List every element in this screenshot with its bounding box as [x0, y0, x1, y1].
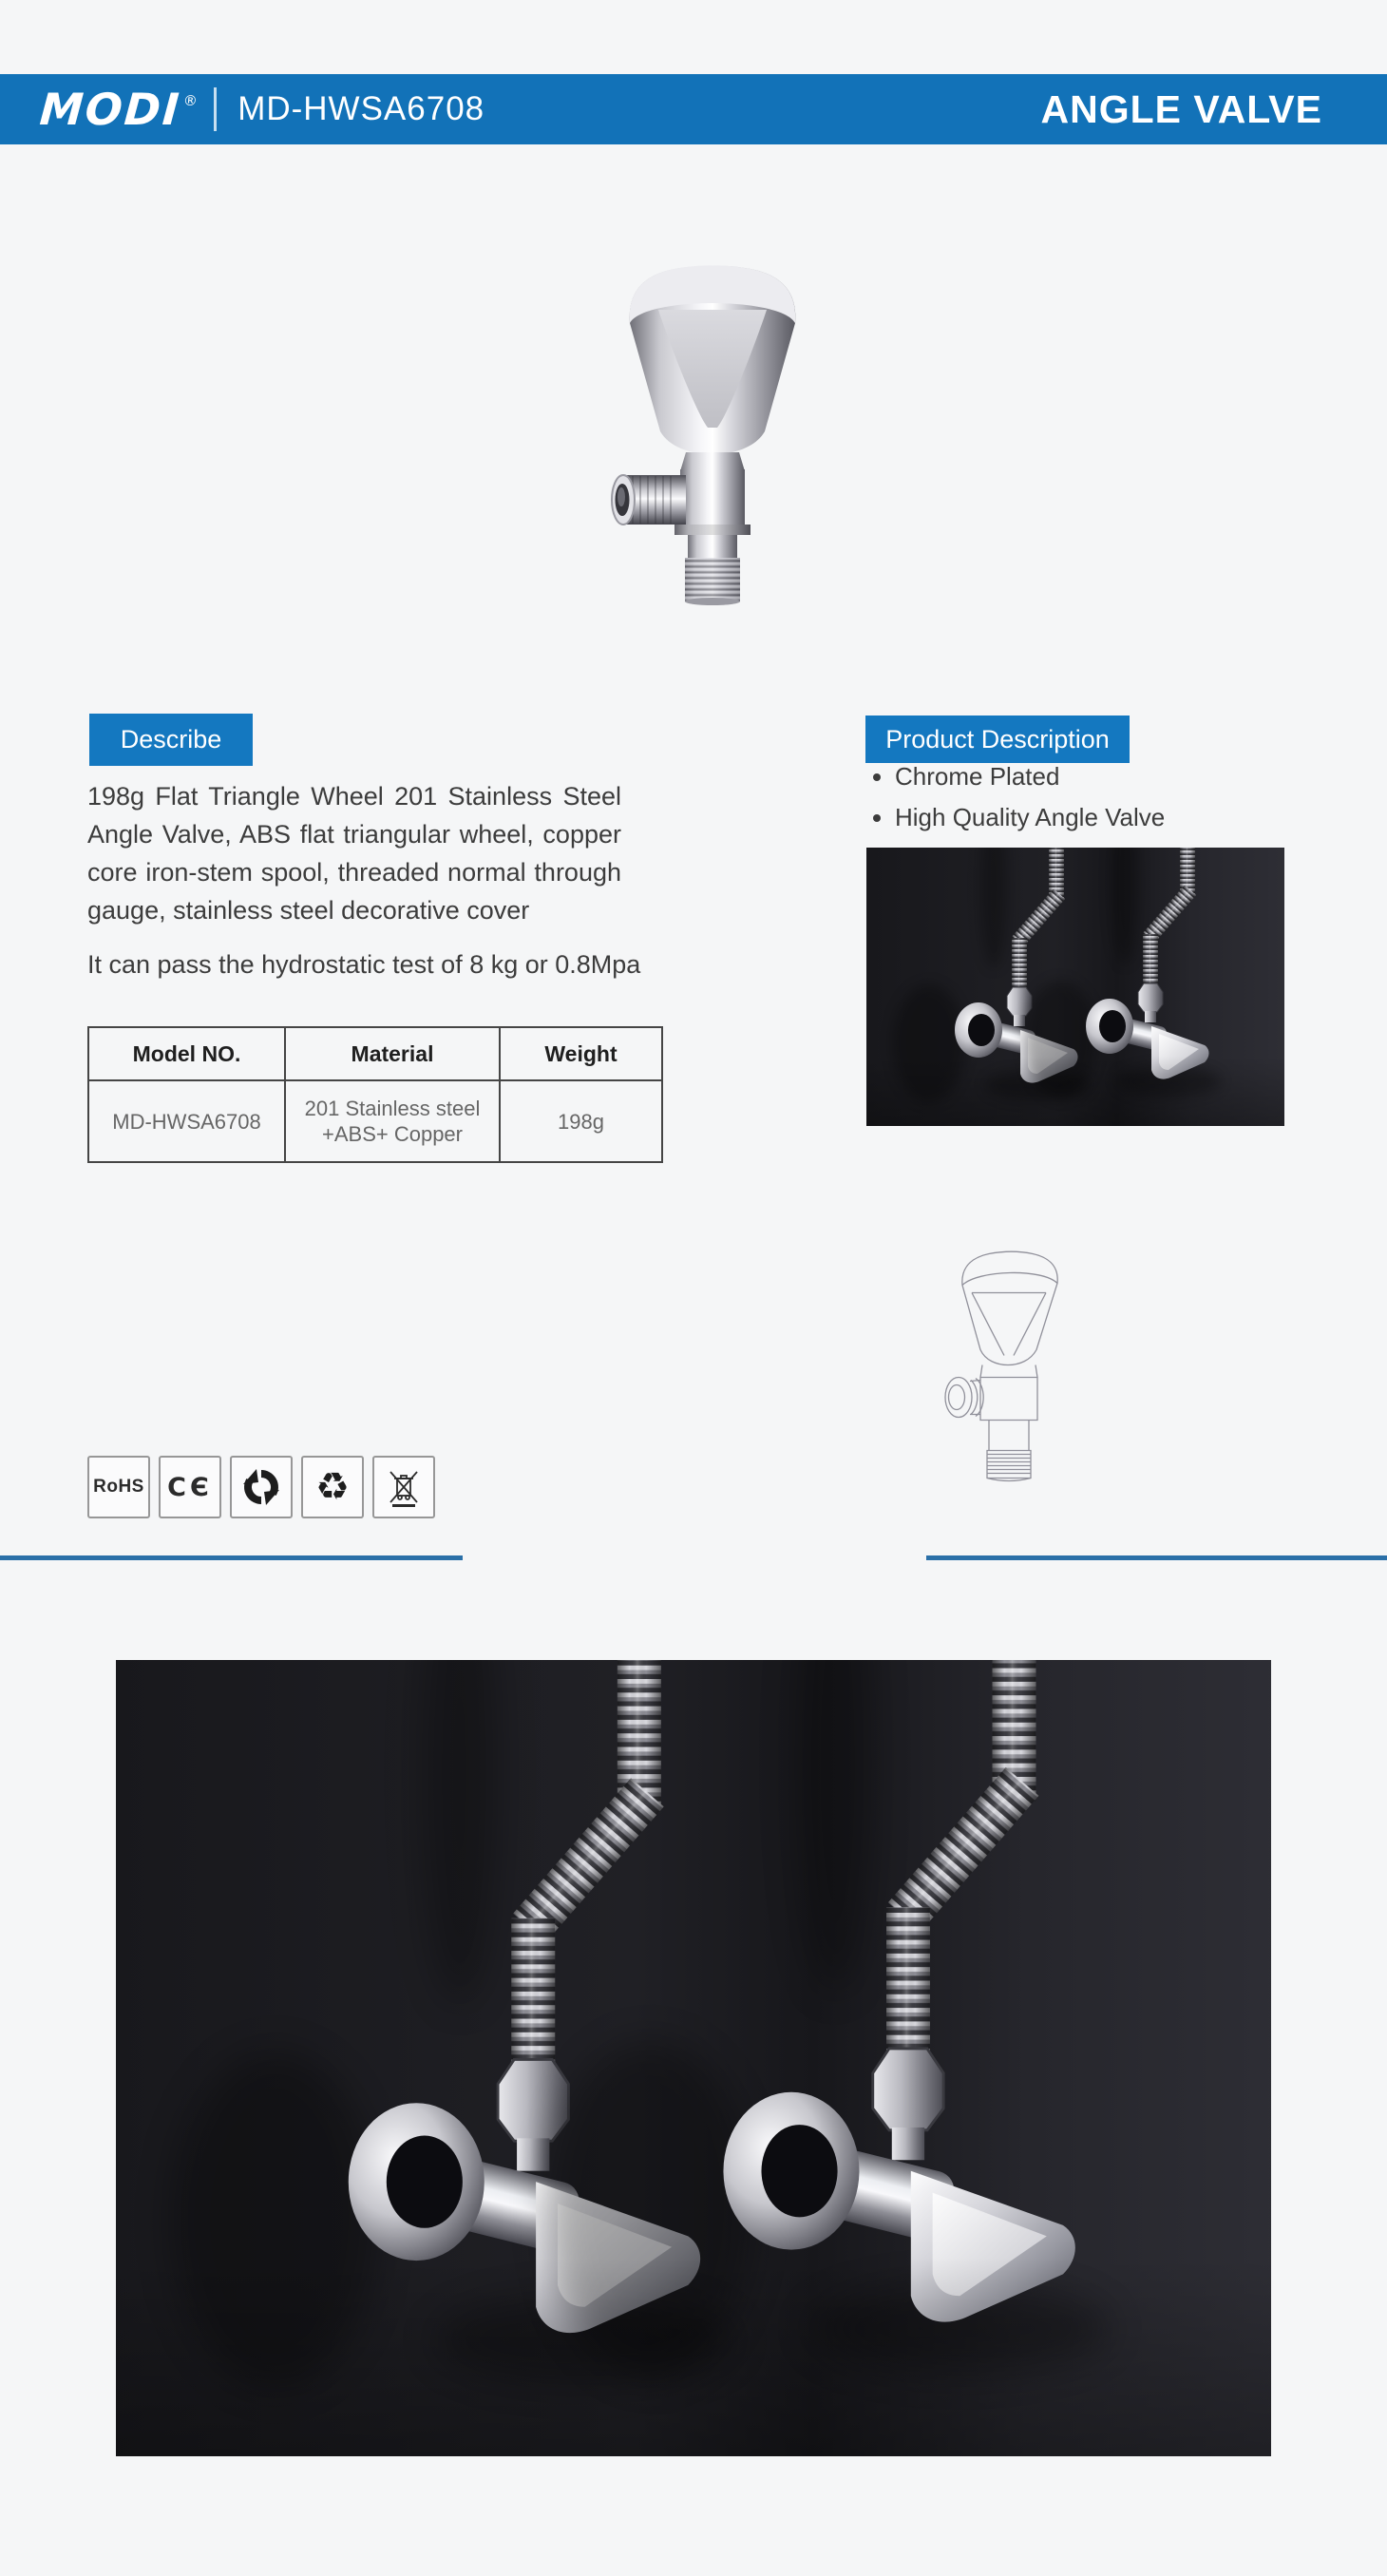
rohs-label: RoHS: [93, 1477, 144, 1497]
hydrostatic-test-note: It can pass the hydrostatic test of 8 kg or 0.8Mpa: [87, 950, 641, 979]
describe-label-text: Describe: [120, 725, 222, 754]
describe-paragraph: 198g Flat Triangle Wheel 201 Stainless Steel Angle Valve, ABS flat triangular wheel, copper core iron-stem spool, threaded normal through gauge, stainless steel decorative cover: [87, 782, 621, 925]
rohs-icon: [87, 1456, 150, 1518]
recycle-glyph: ♻: [315, 1465, 350, 1509]
header-bar: [0, 74, 1387, 144]
spec-table-row: [88, 1080, 662, 1162]
certification-badges: [87, 1456, 435, 1518]
product-description-section-label: [865, 716, 1130, 763]
spec-header-material: Material: [285, 1027, 500, 1080]
recycle-icon: [301, 1456, 364, 1518]
brand-text: MODI: [38, 84, 183, 135]
spec-table-header-row: [88, 1027, 662, 1080]
model-number: MD-HWSA6708: [238, 90, 485, 127]
hero-product-image: [570, 226, 855, 606]
brand-logo: [38, 84, 199, 135]
spec-header-weight: Weight: [500, 1027, 662, 1080]
ce-icon: [159, 1456, 221, 1518]
spec-header-model: Model NO.: [88, 1027, 285, 1080]
describe-section-label: [89, 714, 253, 766]
spec-model-value: MD-HWSA6708: [88, 1080, 285, 1162]
divider-line-right: [926, 1555, 1387, 1560]
product-description-list: [874, 760, 1165, 842]
valve-line-drawing: [936, 1233, 1078, 1486]
divider-line-left: [0, 1555, 463, 1560]
product-description-label-text: Product Description: [885, 724, 1110, 754]
list-item: • Chrome Plated: [895, 760, 1165, 792]
list-item: • High Quality Angle Valve: [895, 801, 1165, 833]
spec-table: [87, 1026, 663, 1163]
green-dot-icon: [230, 1456, 293, 1518]
spec-material-value: 201 Stainless steel +ABS+ Copper: [285, 1080, 500, 1162]
installed-valves-photo-large: [116, 1660, 1271, 2456]
trademark-symbol: ®: [182, 91, 200, 109]
header-divider: [214, 87, 217, 131]
installed-valves-photo-small: [866, 848, 1284, 1126]
weee-icon: [372, 1456, 435, 1518]
ce-label: CЄ: [167, 1472, 213, 1502]
spec-weight-value: 198g: [500, 1080, 662, 1162]
product-category-title: ANGLE VALVE: [1040, 86, 1322, 131]
